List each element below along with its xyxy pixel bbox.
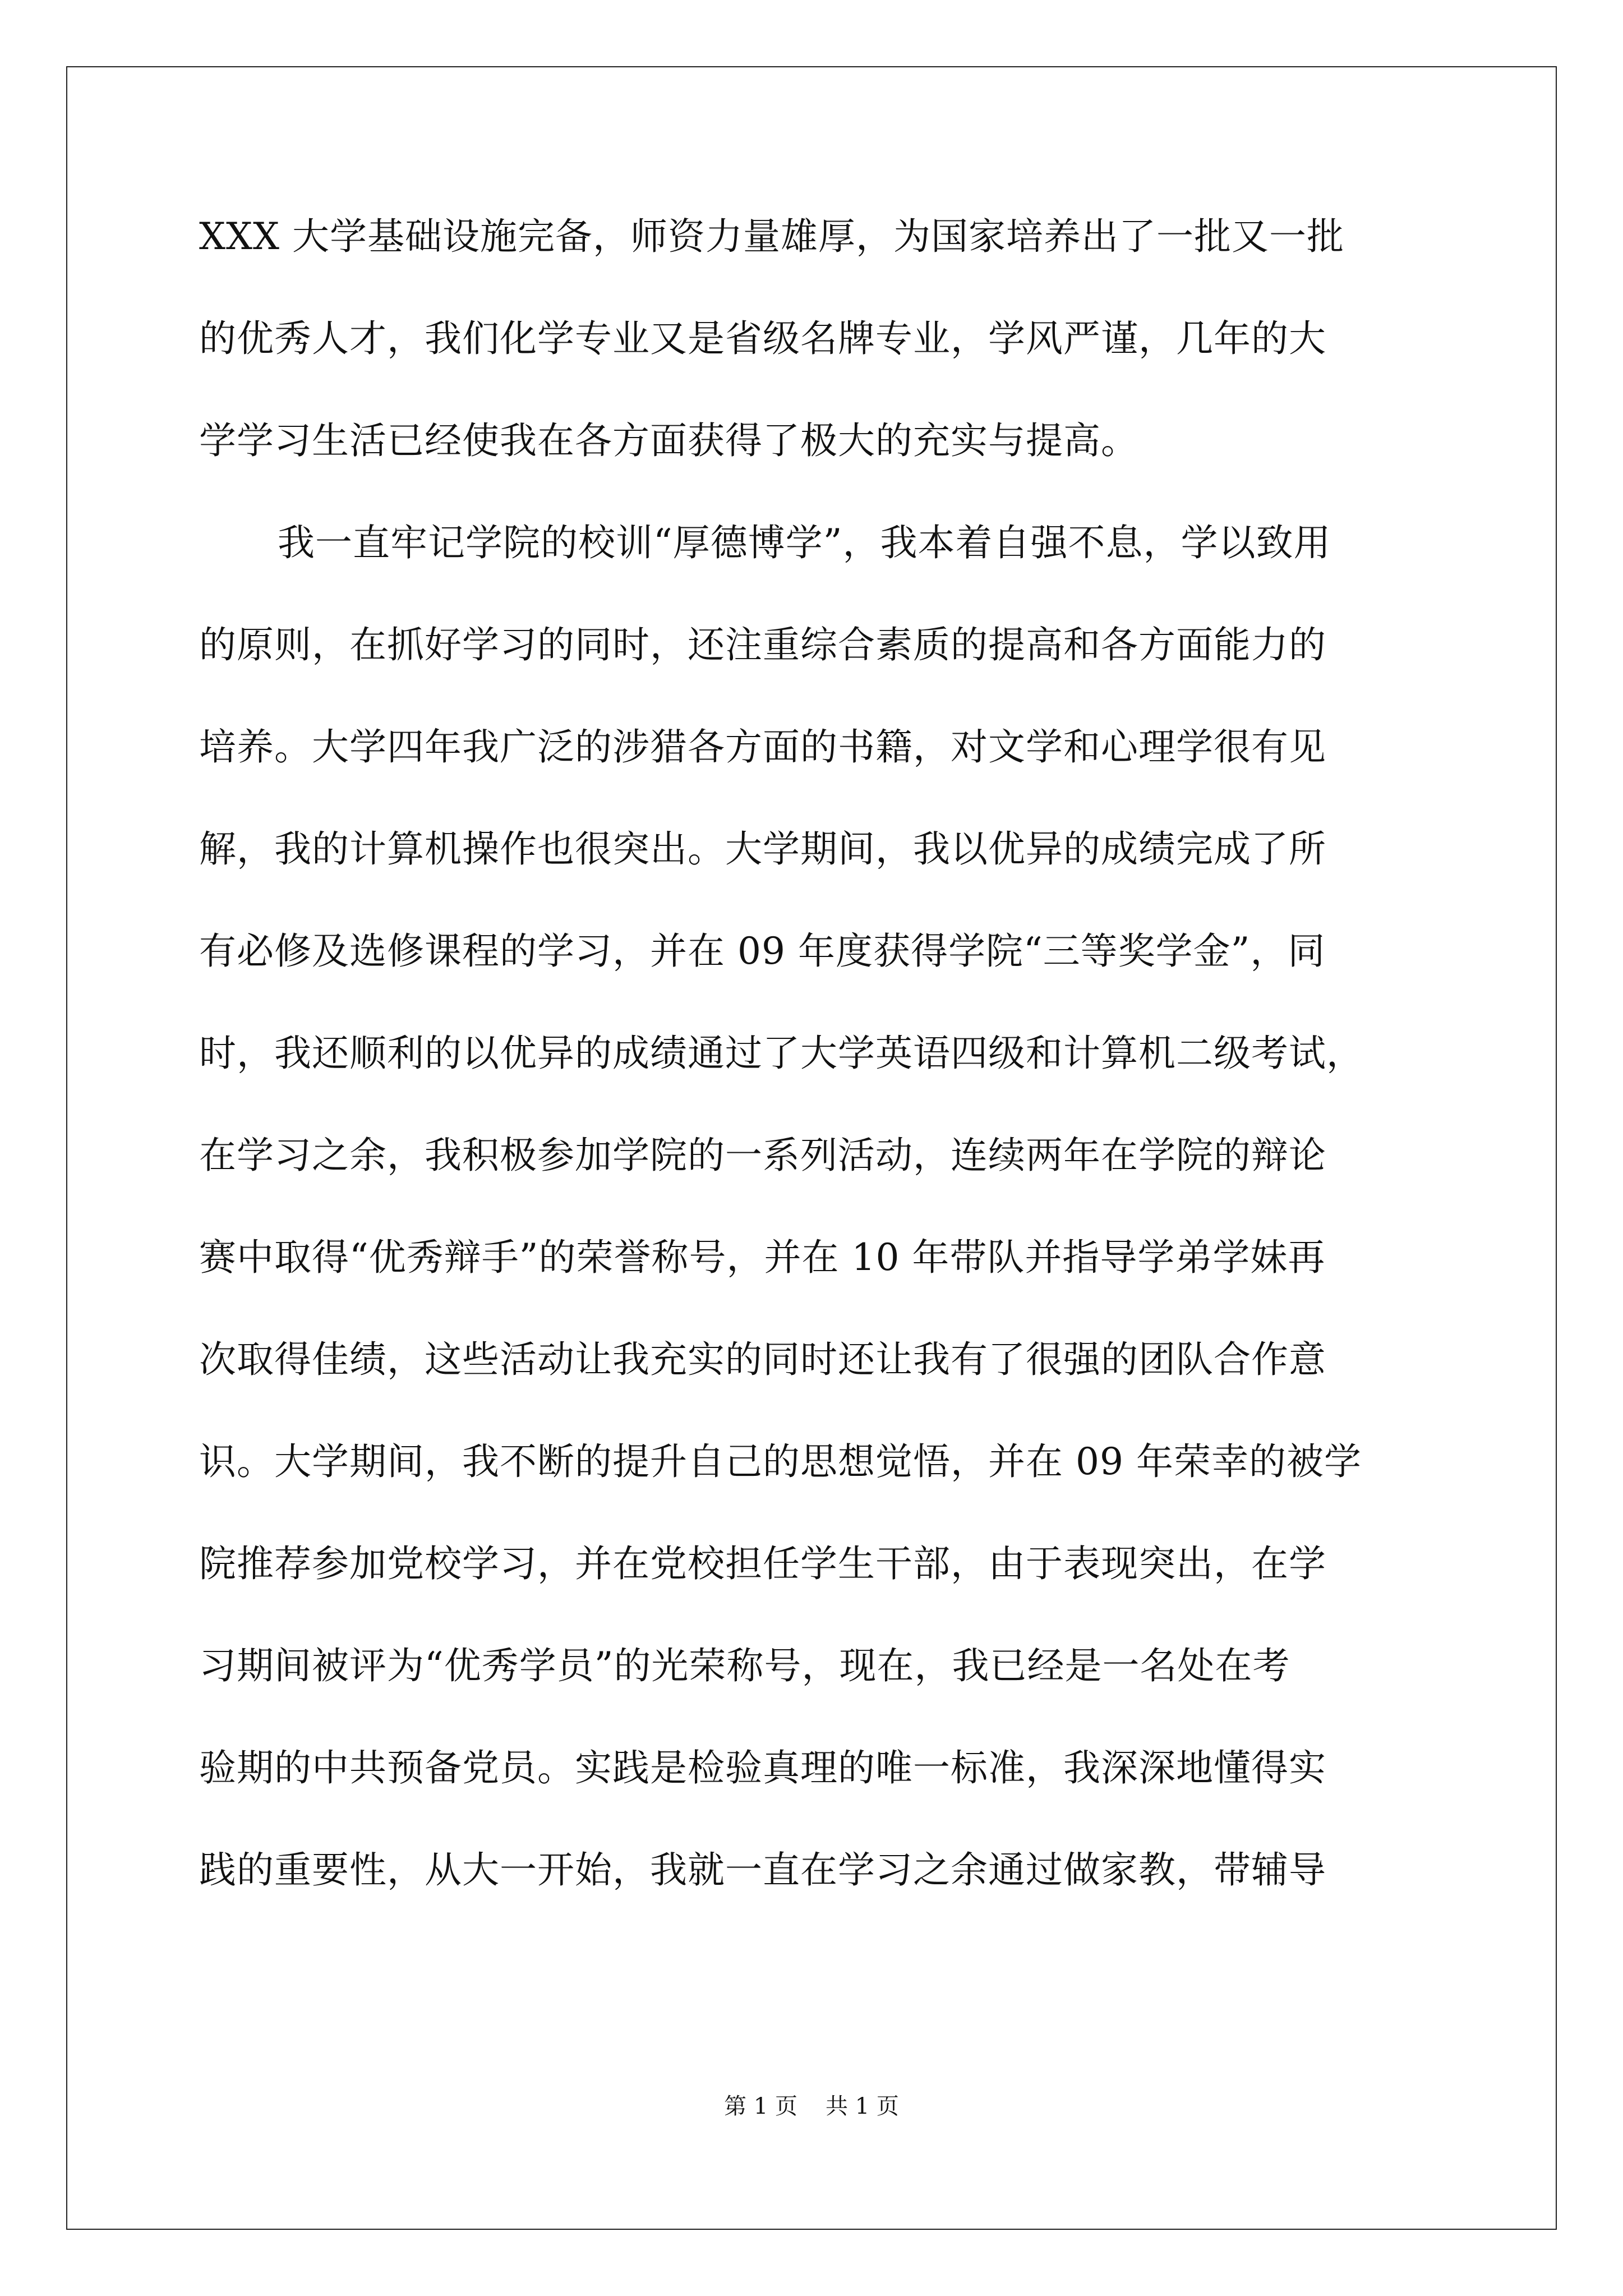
text-line: 次取得佳绩，这些活动让我充实的同时还让我有了很强的团队合作意 bbox=[199, 1338, 1326, 1381]
text-line: 识。大学期间，我不断的提升自己的思想觉悟，并在 09 年荣幸的被学 bbox=[199, 1440, 1362, 1483]
text-line: 时，我还顺利的以优异的成绩通过了大学英语四级和计算机二级考试， bbox=[199, 1032, 1364, 1075]
paragraph-first-line: 我一直牢记学院的校训“厚德博学”，我本着自强不息，学以致用 bbox=[278, 521, 1331, 564]
text-line: 践的重要性，从大一开始，我就一直在学习之余通过做家教，带辅导 bbox=[199, 1848, 1326, 1892]
text-line: XXX 大学基础设施完备，师资力量雄厚，为国家培养出了一批又一批 bbox=[199, 215, 1344, 258]
text-line: 培养。大学四年我广泛的涉猎各方面的书籍，对文学和心理学很有见 bbox=[199, 725, 1326, 769]
page-total: 共 1 页 bbox=[826, 2093, 899, 2119]
text-line: 的原则，在抓好学习的同时，还注重综合素质的提高和各方面能力的 bbox=[199, 623, 1326, 666]
text-line: 在学习之余，我积极参加学院的一系列活动，连续两年在学院的辩论 bbox=[199, 1134, 1326, 1177]
page-number: 第 1 页 bbox=[724, 2093, 797, 2119]
text-line: 习期间被评为“优秀学员”的光荣称号，现在，我已经是一名处在考 bbox=[199, 1644, 1290, 1687]
text-line: 验期的中共预备党员。实践是检验真理的唯一标准，我深深地懂得实 bbox=[199, 1746, 1326, 1789]
text-line: 解，我的计算机操作也很突出。大学期间，我以优异的成绩完成了所 bbox=[199, 827, 1326, 871]
text-line: 学学习生活已经使我在各方面获得了极大的充实与提高。 bbox=[199, 419, 1138, 462]
text-line: 赛中取得“优秀辩手”的荣誉称号，并在 10 年带队并指导学弟学妹再 bbox=[199, 1236, 1326, 1279]
text-line: 的优秀人才，我们化学专业又是省级名牌专业，学风严谨，几年的大 bbox=[199, 317, 1326, 360]
page-footer bbox=[0, 2092, 1623, 2120]
text-line: 有必修及选修课程的学习，并在 09 年度获得学院“三等奖学金”，同 bbox=[199, 930, 1326, 973]
text-line: 院推荐参加党校学习，并在党校担任学生干部，由于表现突出，在学 bbox=[199, 1542, 1326, 1585]
